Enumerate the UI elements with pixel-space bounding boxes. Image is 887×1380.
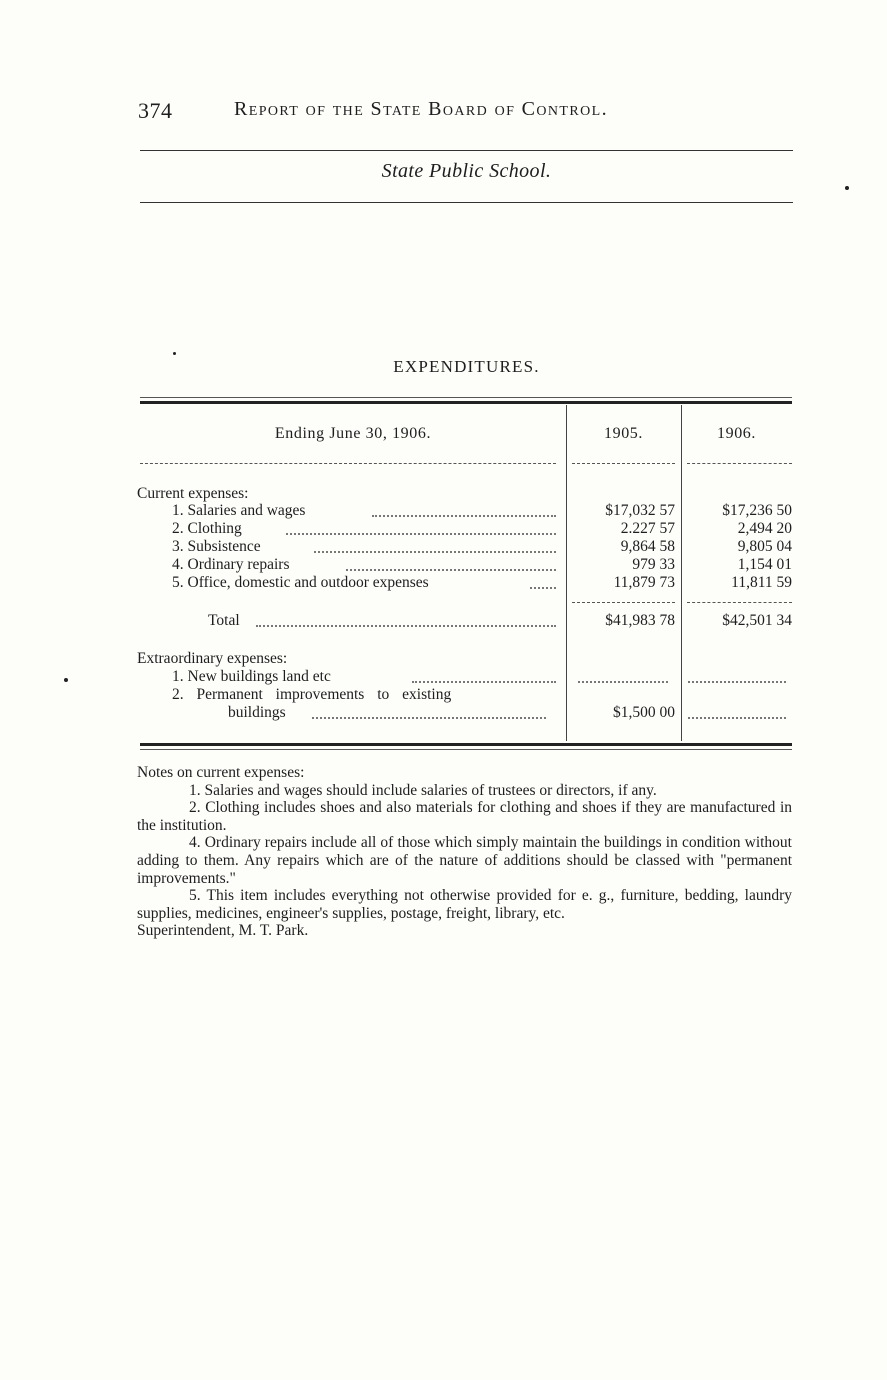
leader-dots: [530, 577, 556, 589]
row-label: 3. Subsistence: [172, 538, 261, 555]
table-top-thin-rule: [140, 397, 792, 398]
value-1906: 9,805 04: [737, 538, 792, 555]
note-item: 5. This item includes everything not otherwise provided for e. g., furniture, bedding, laundry supplies, medicines, engineer's supplies, postage, freight, library, etc.: [137, 887, 792, 922]
running-title: Report of the State Board of Control.: [234, 98, 608, 120]
row-label-line1: 2. Permanent improvements to existing: [172, 686, 452, 703]
signature: Superintendent, M. T. Park.: [137, 922, 309, 940]
value-1905: $1,500 00: [613, 704, 675, 721]
total-1905: $41,983 78: [605, 612, 675, 629]
column-header-1906: 1906.: [717, 425, 756, 442]
column-header-1905: 1905.: [604, 425, 643, 442]
empty-dots-1906: [688, 671, 786, 683]
notes-heading: Notes on current expenses:: [137, 764, 305, 781]
notes: [137, 764, 792, 940]
leader-dots: [286, 523, 556, 535]
note-item: 4. Ordinary repairs include all of those which simply maintain the buildings in condition without adding to them. Any repairs which are of the nature of additions should be classed with "permanent improvements.": [137, 834, 792, 887]
value-1905: 9,864 58: [620, 538, 675, 555]
table-top-rule: [140, 401, 792, 404]
row-label: 4. Ordinary repairs: [172, 556, 290, 573]
leader-dots: [312, 707, 546, 719]
leader-dots: [314, 541, 556, 553]
row-label-line2: buildings: [228, 704, 286, 721]
value-1906: 2,494 20: [737, 520, 792, 537]
extraordinary-expenses-heading: Extraordinary expenses:: [137, 650, 288, 667]
subtotal-rule-1906: [687, 602, 792, 603]
value-1905: 11,879 73: [613, 574, 675, 591]
table-heading: EXPENDITURES.: [393, 357, 540, 376]
page-number: 374: [138, 98, 173, 123]
leader-dots: [256, 615, 556, 627]
value-1906: 11,811 59: [731, 574, 792, 591]
subtotal-rule-1905: [572, 602, 675, 603]
header-divider-label: [140, 463, 556, 464]
empty-dots-1906: [688, 707, 786, 719]
value-1905: 979 33: [632, 556, 675, 573]
leader-dots: [346, 559, 556, 571]
row-label: 1. Salaries and wages: [172, 502, 306, 519]
total-label: Total: [208, 612, 240, 629]
total-1906: $42,501 34: [722, 612, 792, 629]
print-speck: [64, 678, 68, 682]
rule-top: [140, 150, 793, 151]
value-1905: $17,032 57: [605, 502, 675, 519]
table-bottom-rule: [140, 743, 792, 746]
header-divider-1906: [687, 463, 792, 464]
table-bottom-thin-rule: [140, 749, 792, 750]
column-header-label: Ending June 30, 1906.: [274, 425, 432, 442]
empty-dots-1905: [578, 671, 668, 683]
column-divider-2: [681, 405, 682, 741]
note-item: 1. Salaries and wages should include salaries of trustees or directors, if any.: [189, 781, 657, 799]
value-1905: 2.227 57: [620, 520, 675, 537]
rule-bottom: [140, 202, 793, 203]
current-expenses-heading: Current expenses:: [137, 485, 249, 502]
note-item: 2. Clothing includes shoes and also materials for clothing and shoes if they are manufactured in the institution.: [137, 799, 792, 834]
row-label: 2. Clothing: [172, 520, 242, 537]
leader-dots: [412, 671, 556, 683]
header-divider-1905: [572, 463, 675, 464]
value-1906: 1,154 01: [737, 556, 792, 573]
row-label: 1. New buildings land etc: [172, 668, 331, 685]
print-speck: [173, 352, 176, 355]
section-title: State Public School.: [381, 160, 552, 182]
print-speck: [845, 186, 849, 190]
value-1906: $17,236 50: [722, 502, 792, 519]
row-label: 5. Office, domestic and outdoor expenses: [172, 574, 429, 591]
leader-dots: [372, 505, 556, 517]
